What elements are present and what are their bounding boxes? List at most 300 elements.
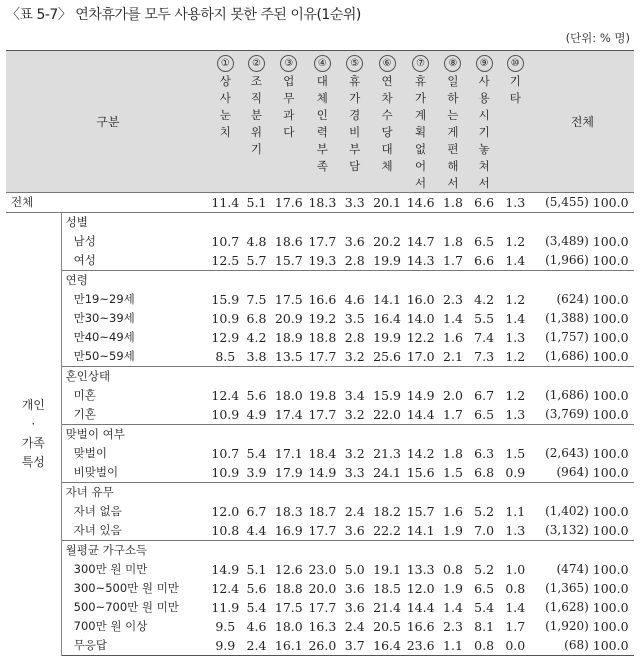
column-header-total: 전체 (531, 51, 634, 193)
value-cell: 16.3 (308, 619, 337, 634)
value-cell: 26.0 (306, 636, 340, 656)
value-cell: 1.0 (505, 562, 526, 577)
value-cell: 2.4 (241, 636, 272, 656)
value-cell: 6.7 (474, 388, 495, 403)
group-header-row (6, 271, 634, 291)
table-row (6, 636, 634, 656)
value-cell: 5.7 (246, 253, 267, 268)
value-cell: 3.6 (344, 600, 365, 615)
value-cell: 14.9 (308, 465, 337, 480)
value-cell: 4.9 (246, 407, 267, 422)
header-group-label: 구분 (6, 51, 210, 193)
value-cell: 2.3 (443, 619, 463, 634)
value-cell: 1.4 (505, 311, 526, 326)
value-cell: 6.5 (474, 234, 495, 249)
value-cell: 15.7 (274, 253, 303, 268)
value-cell: 2.4 (344, 619, 365, 634)
value-cell: 3.4 (344, 388, 365, 403)
value-cell: 4.6 (344, 292, 365, 307)
value-cell: 3.2 (344, 349, 365, 364)
value-cell: 17.9 (274, 465, 303, 480)
group-label: 월평균 가구소득 (61, 541, 634, 561)
value-cell: 6.3 (474, 446, 495, 461)
group-header-row (6, 213, 634, 233)
value-cell: 1.7 (443, 407, 463, 422)
row-label: 300만 원 미만 (73, 562, 148, 576)
group-header-row (6, 425, 634, 445)
value-cell: 6.7 (246, 504, 267, 519)
value-cell: 18.8 (274, 581, 303, 596)
value-cell: 1.4 (443, 311, 463, 326)
value-cell: 3.6 (344, 234, 365, 249)
value-cell: 10.9 (211, 465, 240, 480)
value-cell: 12.2 (406, 330, 435, 345)
value-cell: 1.6 (443, 504, 463, 519)
value-cell: 21.3 (373, 446, 401, 461)
value-cell: 14.9 (406, 388, 435, 403)
column-number-7: ⑦ (412, 55, 429, 72)
value-cell: 5.4 (246, 600, 267, 615)
value-cell: 2.4 (344, 504, 365, 519)
value-cell: 17.6 (274, 195, 303, 210)
total-cell: 100.0 (592, 330, 629, 345)
value-cell: 3.9 (246, 465, 267, 480)
total-cell: 100.0 (592, 581, 629, 596)
value-cell: 12.4 (211, 581, 240, 596)
total-cell: 100.0 (592, 349, 629, 364)
value-cell: 1.7 (443, 253, 463, 268)
group-header-row (6, 483, 634, 503)
column-number-8: ⑧ (444, 55, 461, 72)
column-label-10: 기타 (509, 74, 521, 105)
value-cell: 15.7 (406, 504, 435, 519)
value-cell: 3.3 (344, 465, 365, 480)
value-cell: 2.8 (344, 253, 365, 268)
column-label-4: 대체인력부족 (316, 74, 328, 173)
value-cell: 0.9 (505, 465, 526, 480)
value-cell: 2.0 (443, 388, 463, 403)
value-cell: 5.0 (344, 562, 365, 577)
sample-size-cell: (1,402) (545, 504, 589, 518)
value-cell: 1.1 (437, 636, 468, 656)
total-cell: 100.0 (592, 446, 629, 461)
value-cell: 23.6 (404, 636, 438, 656)
value-cell: 0.8 (443, 562, 463, 577)
value-cell: 20.2 (373, 234, 401, 249)
overall-row-label: 전체 (11, 195, 34, 209)
value-cell: 10.9 (211, 407, 240, 422)
value-cell: 1.2 (505, 234, 526, 249)
value-cell: 1.2 (505, 388, 526, 403)
table-row (6, 251, 634, 271)
value-cell: 7.4 (474, 330, 495, 345)
value-cell: 8.5 (215, 349, 236, 364)
sample-size-cell: (1,686) (545, 349, 589, 363)
value-cell: 18.2 (373, 504, 401, 519)
value-cell: 7.0 (474, 523, 495, 538)
value-cell: 1.8 (443, 195, 463, 210)
value-cell: 18.5 (373, 581, 401, 596)
value-cell: 15.9 (211, 292, 240, 307)
value-cell: 4.2 (246, 330, 267, 345)
value-cell: 1.8 (443, 234, 463, 249)
row-label: 맞벌이 (73, 446, 107, 460)
value-cell: 1.3 (505, 407, 526, 422)
total-cell: 100.0 (592, 504, 629, 519)
sample-size-cell: (1,686) (545, 388, 589, 402)
sample-size-cell: (5,455) (545, 195, 589, 209)
value-cell: 6.5 (474, 407, 495, 422)
row-label: 미혼 (73, 388, 96, 402)
value-cell: 1.5 (443, 465, 463, 480)
value-cell: 16.6 (308, 292, 337, 307)
sample-size-cell: (964) (556, 465, 589, 479)
header-row (6, 51, 634, 193)
value-cell: 1.2 (505, 292, 526, 307)
value-cell: 13.3 (406, 562, 435, 577)
value-cell: 1.3 (505, 523, 526, 538)
value-cell: 3.2 (344, 407, 365, 422)
table-row (6, 598, 634, 617)
row-label: 만50~59세 (73, 349, 135, 363)
value-cell: 3.8 (246, 349, 267, 364)
value-cell: 17.5 (274, 600, 303, 615)
value-cell: 2.3 (443, 292, 463, 307)
column-number-1: ① (217, 55, 234, 72)
value-cell: 5.4 (246, 446, 267, 461)
value-cell: 12.5 (211, 253, 240, 268)
value-cell: 19.3 (308, 253, 337, 268)
value-cell: 4.2 (474, 292, 495, 307)
table-row (6, 232, 634, 251)
value-cell: 1.9 (443, 581, 463, 596)
value-cell: 19.8 (308, 388, 337, 403)
total-cell: 100.0 (592, 600, 629, 615)
value-cell: 5.4 (474, 600, 495, 615)
column-header-8 (437, 51, 468, 193)
value-cell: 17.1 (274, 446, 303, 461)
column-label-9: 사용시기놓쳐서 (478, 74, 490, 190)
value-cell: 18.3 (274, 504, 303, 519)
value-cell: 12.4 (211, 388, 240, 403)
value-cell: 16.4 (373, 311, 401, 326)
value-cell: 20.0 (308, 581, 337, 596)
value-cell: 1.3 (505, 330, 526, 345)
value-cell: 18.9 (274, 330, 303, 345)
value-cell: 1.4 (443, 600, 463, 615)
value-cell: 18.0 (274, 388, 303, 403)
outer-category-label: 개인 · 가족 특성 (6, 213, 61, 656)
table-row (6, 328, 634, 347)
value-cell: 14.4 (406, 407, 435, 422)
value-cell: 17.7 (308, 234, 337, 249)
value-cell: 3.5 (344, 311, 365, 326)
total-cell: 100.0 (591, 636, 634, 656)
value-cell: 8.1 (474, 619, 495, 634)
value-cell: 5.6 (246, 581, 267, 596)
value-cell: 6.6 (474, 195, 495, 210)
value-cell: 22.2 (373, 523, 401, 538)
value-cell: 12.0 (406, 581, 435, 596)
sample-size-cell: (474) (556, 562, 589, 576)
column-header-6 (370, 51, 404, 193)
value-cell: 1.1 (505, 504, 526, 519)
column-label-5: 휴가경비부담 (349, 74, 361, 173)
sample-size-cell: (2,643) (545, 446, 589, 460)
value-cell: 4.6 (246, 619, 267, 634)
value-cell: 4.8 (246, 234, 267, 249)
sample-size-cell: (3,769) (545, 407, 589, 421)
value-cell: 7.3 (474, 349, 495, 364)
value-cell: 16.1 (272, 636, 306, 656)
table-row (6, 521, 634, 541)
value-cell: 5.1 (246, 562, 267, 577)
sample-size-cell: (1,920) (545, 619, 589, 633)
total-cell: 100.0 (592, 253, 629, 268)
value-cell: 1.7 (505, 619, 526, 634)
value-cell: 16.9 (274, 523, 303, 538)
column-number-6: ⑥ (379, 55, 396, 72)
column-label-7: 휴가계획없어서 (415, 74, 427, 190)
value-cell: 17.5 (274, 292, 303, 307)
value-cell: 3.2 (344, 446, 365, 461)
value-cell: 12.0 (211, 504, 240, 519)
value-cell: 14.0 (406, 311, 435, 326)
row-label: 자녀 있음 (73, 523, 122, 537)
value-cell: 15.6 (406, 465, 435, 480)
total-cell: 100.0 (592, 292, 629, 307)
value-cell: 3.3 (344, 195, 365, 210)
column-label-8: 일하는게편해서 (447, 74, 459, 190)
value-cell: 12.6 (274, 562, 303, 577)
value-cell: 19.2 (308, 311, 337, 326)
column-label-2: 조직분위기 (250, 74, 263, 156)
column-header-7 (404, 51, 438, 193)
value-cell: 0.0 (500, 636, 531, 656)
table-row (6, 309, 634, 328)
value-cell: 14.6 (406, 195, 435, 210)
group-label: 혼인상태 (61, 367, 634, 387)
table-row (6, 617, 634, 636)
value-cell: 1.4 (505, 600, 526, 615)
value-cell: 22.0 (373, 407, 401, 422)
value-cell: 13.5 (274, 349, 303, 364)
value-cell: 14.9 (211, 562, 240, 577)
value-cell: 14.4 (406, 600, 435, 615)
column-number-2: ② (248, 55, 265, 72)
value-cell: 18.0 (274, 619, 303, 634)
group-header-row (6, 541, 634, 561)
total-cell: 100.0 (592, 311, 629, 326)
value-cell: 6.8 (474, 465, 495, 480)
table-row (6, 579, 634, 598)
value-cell: 12.9 (211, 330, 240, 345)
column-number-3: ③ (280, 55, 297, 72)
value-cell: 14.1 (373, 292, 401, 307)
value-cell: 4.4 (246, 523, 267, 538)
value-cell: 3.7 (339, 636, 370, 656)
row-label: 700만 원 이상 (73, 619, 148, 633)
value-cell: 1.8 (443, 446, 463, 461)
table-row (6, 405, 634, 425)
value-cell: 10.7 (211, 446, 240, 461)
total-cell: 100.0 (592, 619, 629, 634)
value-cell: 10.7 (211, 234, 240, 249)
value-cell: 18.8 (308, 330, 337, 345)
column-header-9 (469, 51, 500, 193)
row-label: 여성 (73, 253, 96, 267)
row-label: 자녀 없음 (73, 504, 122, 518)
value-cell: 1.9 (443, 523, 463, 538)
value-cell: 14.2 (406, 446, 435, 461)
value-cell: 5.2 (474, 504, 495, 519)
value-cell: 18.7 (308, 504, 337, 519)
table-body (6, 193, 634, 656)
value-cell: 19.1 (373, 562, 401, 577)
unit-note: (단위: % 명) (565, 31, 630, 45)
value-cell: 21.4 (373, 600, 401, 615)
column-header-3 (272, 51, 306, 193)
row-label: 기혼 (73, 407, 96, 421)
column-number-5: ⑤ (346, 55, 363, 72)
value-cell: 1.2 (505, 349, 526, 364)
sample-size-cell: (624) (556, 292, 589, 306)
value-cell: 11.4 (211, 195, 240, 210)
table-row (6, 444, 634, 463)
total-cell: 100.0 (592, 465, 629, 480)
value-cell: 10.8 (211, 523, 240, 538)
column-number-10: ⑩ (507, 55, 524, 72)
total-cell: 100.0 (592, 523, 629, 538)
value-cell: 14.7 (406, 234, 435, 249)
value-cell: 17.7 (308, 600, 337, 615)
sample-size-cell: (1,365) (545, 581, 589, 595)
sample-size-cell: (3,132) (545, 523, 589, 537)
column-header-2 (241, 51, 272, 193)
table-row (6, 347, 634, 367)
value-cell: 6.5 (474, 581, 495, 596)
value-cell: 5.1 (246, 195, 267, 210)
value-cell: 0.8 (505, 581, 526, 596)
value-cell: 3.6 (344, 581, 365, 596)
column-label-3: 업무과다 (283, 74, 295, 139)
group-header-row (6, 367, 634, 387)
row-label: 만30~39세 (73, 311, 135, 325)
value-cell: 20.9 (274, 311, 303, 326)
value-cell: 17.0 (406, 349, 435, 364)
value-cell: 9.5 (215, 619, 236, 634)
sample-size-cell: (1,388) (545, 311, 589, 325)
column-header-4 (306, 51, 340, 193)
table-row (6, 386, 634, 405)
sample-size-cell: (1,757) (545, 330, 589, 344)
column-header-1 (210, 51, 241, 193)
row-label: 만40~49세 (73, 330, 135, 344)
group-label: 성별 (61, 213, 634, 233)
row-label: 300~500만 원 미만 (73, 581, 179, 595)
column-header-10 (500, 51, 531, 193)
data-table (6, 50, 634, 656)
value-cell: 16.0 (406, 292, 435, 307)
row-label: 500~700만 원 미만 (73, 600, 179, 614)
sample-size-cell: (3,489) (545, 234, 589, 248)
group-label: 자녀 유무 (61, 483, 634, 503)
column-number-4: ④ (314, 55, 331, 72)
total-cell: 100.0 (592, 195, 629, 210)
value-cell: 10.9 (211, 311, 240, 326)
group-label: 맞벌이 여부 (61, 425, 634, 445)
total-cell: 100.0 (592, 562, 629, 577)
value-cell: 3.6 (344, 523, 365, 538)
value-cell: 0.8 (469, 636, 500, 656)
value-cell: 15.9 (373, 388, 401, 403)
sample-size-cell: (1,628) (545, 600, 589, 614)
value-cell: 1.6 (443, 330, 463, 345)
sample-size-cell: (1,966) (545, 253, 589, 267)
value-cell: 1.3 (505, 195, 526, 210)
group-label: 연령 (61, 271, 634, 291)
row-label: 무응답 (61, 636, 210, 656)
value-cell: 6.6 (474, 253, 495, 268)
value-cell: 11.9 (211, 600, 240, 615)
value-cell: 14.3 (406, 253, 435, 268)
value-cell: 16.6 (406, 619, 435, 634)
value-cell: 9.9 (210, 636, 241, 656)
value-cell: 1.4 (505, 253, 526, 268)
value-cell: 16.4 (370, 636, 404, 656)
table-row (6, 290, 634, 309)
value-cell: 19.9 (373, 253, 401, 268)
total-cell: 100.0 (592, 407, 629, 422)
value-cell: 2.8 (344, 330, 365, 345)
overall-row (6, 193, 634, 213)
value-cell: 17.7 (308, 349, 337, 364)
value-cell: 24.1 (373, 465, 401, 480)
column-number-9: ⑨ (476, 55, 493, 72)
table-row (6, 560, 634, 579)
value-cell: 20.5 (373, 619, 401, 634)
value-cell: 6.8 (246, 311, 267, 326)
value-cell: 18.4 (308, 446, 337, 461)
value-cell: 5.2 (474, 562, 495, 577)
row-label: 만19~29세 (73, 292, 135, 306)
value-cell: 23.0 (308, 562, 337, 577)
value-cell: 25.6 (373, 349, 401, 364)
value-cell: 14.1 (406, 523, 435, 538)
value-cell: 7.5 (246, 292, 267, 307)
value-cell: 1.5 (505, 446, 526, 461)
total-cell: 100.0 (592, 234, 629, 249)
table-row (6, 502, 634, 521)
value-cell: 20.1 (373, 195, 401, 210)
value-cell: 18.3 (308, 195, 337, 210)
row-label: 비맞벌이 (73, 465, 119, 479)
table-title: 〈표 5-7〉 연차휴가를 모두 사용하지 못한 주된 이유(1순위) (6, 7, 361, 23)
total-cell: 100.0 (592, 388, 629, 403)
column-label-1: 상사눈치 (219, 74, 231, 139)
sample-size-cell: (68) (531, 636, 591, 656)
value-cell: 17.7 (308, 523, 337, 538)
value-cell: 5.5 (474, 311, 495, 326)
column-header-5 (339, 51, 370, 193)
table-row (6, 463, 634, 483)
row-label: 남성 (73, 234, 96, 248)
value-cell: 5.6 (246, 388, 267, 403)
value-cell: 2.1 (443, 349, 463, 364)
value-cell: 18.6 (274, 234, 303, 249)
column-label-6: 연차수당대체 (381, 74, 393, 173)
value-cell: 17.4 (274, 407, 303, 422)
